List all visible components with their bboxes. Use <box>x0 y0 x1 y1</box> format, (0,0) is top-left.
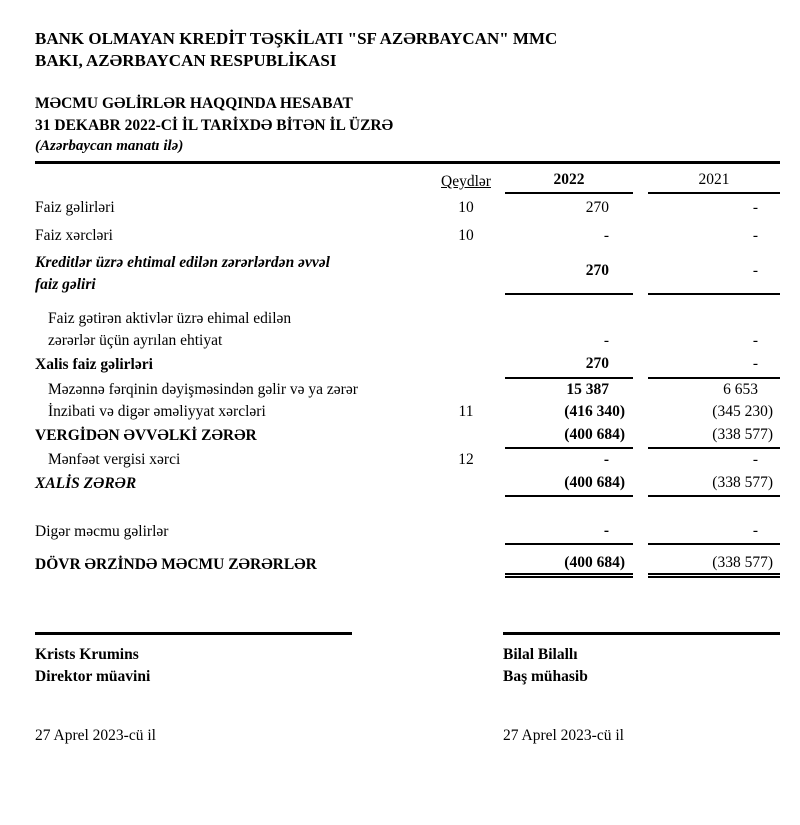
table-row <box>35 250 780 295</box>
currency-note: (Azərbaycan manatı ilə) <box>35 138 184 154</box>
report-title: MƏCMU GƏLİRLƏR HAQQINDA HESABAT <box>35 95 353 112</box>
column-gap <box>633 519 648 545</box>
table-row <box>35 194 780 222</box>
table-row <box>35 449 780 471</box>
row-note: 11 <box>458 403 474 420</box>
value-2021: - <box>648 252 780 295</box>
row-label: XALİS ZƏRƏR <box>35 475 137 493</box>
table-row <box>35 471 780 497</box>
column-gap <box>633 552 648 578</box>
row-note: 10 <box>458 227 474 244</box>
column-gap <box>633 449 648 471</box>
value-2022: 15 387 <box>566 381 609 398</box>
value-2022: - <box>603 451 609 468</box>
table-row <box>35 423 780 449</box>
col-2022-header: 2022 <box>505 164 633 194</box>
value-2022: (416 340) <box>564 403 625 420</box>
signature-line-left <box>35 632 352 635</box>
value-2021: 6 653 <box>723 381 758 398</box>
table-row <box>35 308 780 351</box>
column-gap <box>633 252 648 295</box>
table-header-row <box>35 164 780 194</box>
table-row <box>35 222 780 250</box>
row-label: VERGİDƏN ƏVVƏLKİ ZƏRƏR <box>35 427 257 445</box>
value-2021: - <box>648 519 780 545</box>
signature-date: 27 Aprel 2023-cü il <box>35 727 156 744</box>
value-2021: - <box>752 227 758 244</box>
row-note: 10 <box>458 199 474 216</box>
col-2021-header: 2021 <box>648 164 780 194</box>
value-2021: (345 230) <box>712 403 773 420</box>
value-2021: - <box>752 451 758 468</box>
value-2022: (400 684) <box>505 552 633 578</box>
table-row <box>35 552 780 578</box>
signer-title: Baş mühasib <box>503 668 588 685</box>
signature-left <box>35 632 352 745</box>
row-label: Faiz xərcləri <box>35 227 113 245</box>
report-period: 31 DEKABR 2022-Cİ İL TARİXDƏ BİTƏN İL ÜZRƏ <box>35 116 394 134</box>
value-2021: (338 577) <box>648 552 780 578</box>
table-row <box>35 351 780 379</box>
table-row <box>35 401 780 423</box>
value-2022: - <box>603 332 609 349</box>
row-label: Faiz gəlirləri <box>35 199 115 217</box>
value-2022: - <box>603 227 609 244</box>
value-2022: (400 684) <box>505 423 633 449</box>
org-name: BANK OLMAYAN KREDİT TƏŞKİLATI "SF AZƏRBAYCAN" MMC <box>35 29 558 48</box>
row-label: Xalis faiz gəlirləri <box>35 356 153 374</box>
signature-gap <box>352 632 503 745</box>
column-gap <box>633 164 648 194</box>
signature-line-right <box>503 632 780 635</box>
row-label: Mənfəət vergisi xərci <box>48 451 181 469</box>
value-2022: (400 684) <box>505 471 633 497</box>
row-label: DÖVR ƏRZİNDƏ MƏCMU ZƏRƏRLƏR <box>35 556 317 574</box>
signature-date: 27 Aprel 2023-cü il <box>503 727 624 744</box>
column-gap <box>633 308 648 351</box>
value-2022: 270 <box>505 351 633 379</box>
value-2021: (338 577) <box>648 423 780 449</box>
row-label: İnzibati və digər əməliyyat xərcləri <box>48 403 266 421</box>
value-2021: (338 577) <box>648 471 780 497</box>
signature-right <box>503 632 780 745</box>
column-gap <box>633 471 648 497</box>
signer-title: Direktor müavini <box>35 668 151 685</box>
row-label: Məzənnə fərqinin dəyişməsindən gəlir və ya zərər <box>48 381 358 399</box>
table-row <box>35 519 780 545</box>
notes-column-header: Qeydlər <box>441 173 491 190</box>
value-2021: - <box>752 332 758 349</box>
signer-name: Krists Krumins <box>35 646 139 663</box>
row-note: 12 <box>458 451 474 468</box>
signature-block <box>35 632 780 745</box>
column-gap <box>633 379 648 401</box>
org-location: BAKI, AZƏRBAYCAN RESPUBLİKASI <box>35 51 337 70</box>
row-label: Kreditlər üzrə ehtimal edilən zərərlərdən əvvəl faiz gəliri <box>35 254 330 293</box>
value-2022: 270 <box>505 252 633 295</box>
value-2021: - <box>752 199 758 216</box>
column-gap <box>633 222 648 250</box>
value-2022: - <box>505 519 633 545</box>
signer-name: Bilal Bilallı <box>503 646 578 663</box>
row-label: Digər məcmu gəlirlər <box>35 523 169 541</box>
column-gap <box>633 423 648 449</box>
value-2022: 270 <box>585 199 609 216</box>
column-gap <box>633 194 648 222</box>
value-2021: - <box>648 351 780 379</box>
column-gap <box>633 351 648 379</box>
column-gap <box>633 401 648 423</box>
table-row <box>35 379 780 401</box>
row-label: Faiz gətirən aktivlər üzrə ehimal edilən zərərlər üçün ayrılan ehtiyat <box>48 310 292 349</box>
